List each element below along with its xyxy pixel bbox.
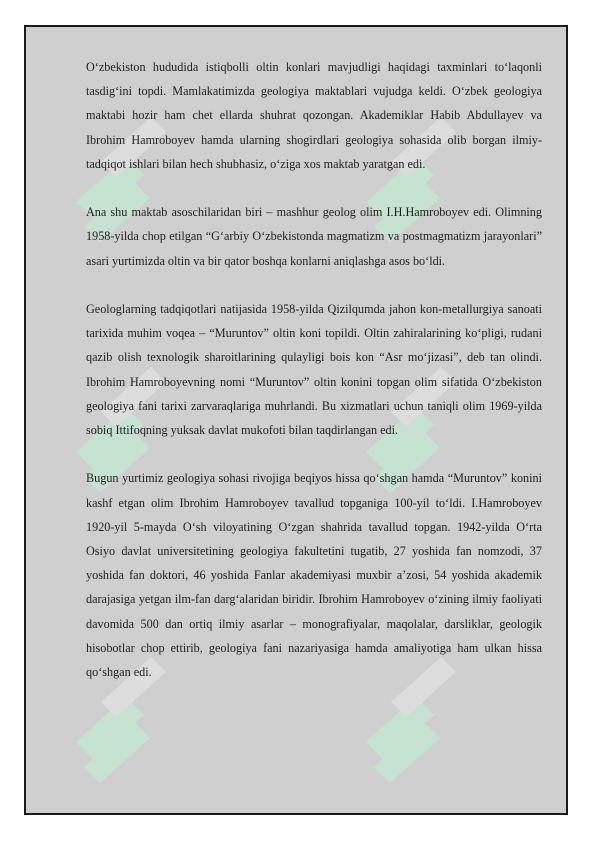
paragraph: Ana shu maktab asoschilaridan biri – mashhur geolog olim I.H.Hamroboyev edi. Olimning 1958-yilda chop etilgan “G‘arbiy O‘zbekistonda magmatizm va postmagmatizm jarayonlari” asari yurtimizda oltin va bir qator boshqa konlarni aniqlashga asos bo‘ldi. [86, 205, 542, 268]
paragraph: O‘zbekiston hududida istiqbolli oltin konlari mavjudligi haqidagi taxminlari to‘laqonli tasdig‘ini topdi. Mamlakatimizda geologiya maktablari vujudga keldi. O‘zbek geologiya maktabi hozir ham chet ellarda shuhrat qozongan. Akademiklar Habib Abdullayev va Ibrohim Hamroboyev hamda ularning shogirdlari geologiya sohasida olib borgan ilmiy-tadqiqot ishlari bilan hech shubhasiz, o‘ziga xos maktab yaratgan edi. [86, 60, 542, 171]
page-frame [24, 25, 568, 815]
paragraph: Bugun yurtimiz geologiya sohasi rivojiga beqiyos hissa qo‘shgan hamda “Muruntov” konini kashf etgan olim Ibrohim Hamroboyev tavallud topganiga 100-yil to‘ldi. I.Hamroboyev 1920-yil 5-mayda O‘sh viloyatining O‘zgan shahrida tavallud topgan. 1942-yilda O‘rta Osiyo davlat universitetining geologiya fakultetini tugatib, 27 yoshida fan nomzodi, 37 yoshida fan doktori, 46 yoshida Fanlar akademiyasi muxbir a’zosi, 54 yoshida akademik darajasiga yetgan ilm-fan darg‘alaridan biridir. Ibrohim Hamroboyev o‘zining ilmiy faoliyati davomida 500 dan ortiq ilmiy asarlar – monografiyalar, maqolalar, darsliklar, geologik hisobotlar chop ettirib, geologiya fani nazariyasiga hamda amaliyotiga ham ulkan hissa qo‘shgan edi. [86, 471, 542, 680]
paragraph: Geologlarning tadqiqotlari natijasida 1958-yilda Qizilqumda jahon kon-metallurgiya sanoati tarixida muhim voqea – “Muruntov” oltin koni topildi. Oltin zahiralarining ko‘pligi, rudani qazib olish texnologik sharoitlarining qulayligi bois kon “Asr mo‘jizasi”, deb tan olindi. Ibrohim Hamroboyevning nomi “Muruntov” oltin konini topgan olim sifatida O‘zbekiston geologiya fani tarixi zarvaraqlariga muhrlandi. Bu xizmatlari uchun taniqli olim 1969-yilda sobiq Ittifoqning yuksak davlat mukofoti bilan taqdirlangan edi. [86, 302, 542, 438]
body-text [86, 55, 542, 708]
